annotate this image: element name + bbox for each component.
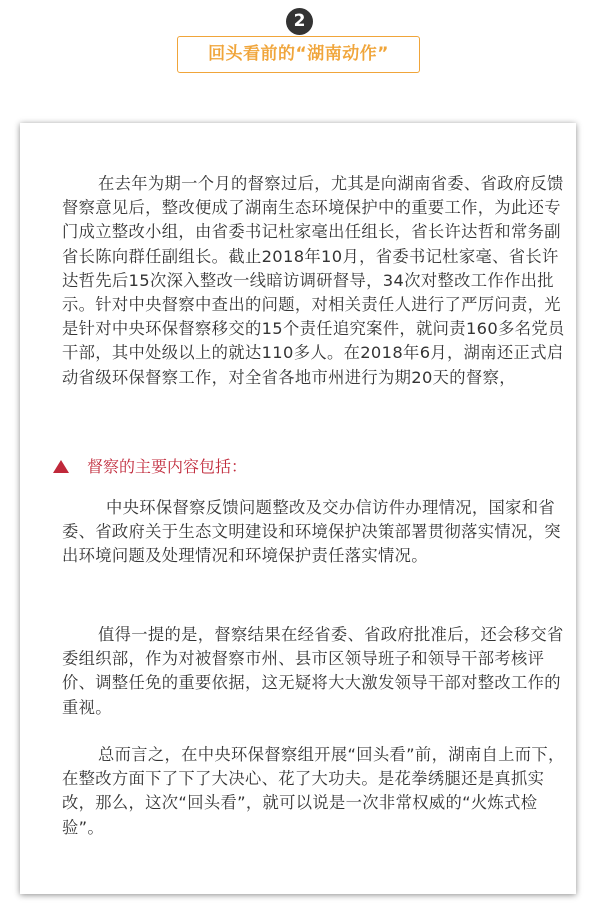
article-paragraph-2: 中央环保督察反馈问题整改及交办信访件办理情况，国家和省委、省政府关于生态文明建设和环境保护决策部署贯彻落实情况，突出环境问题及处理情况和环境保护责任落实情况。 xyxy=(62,498,561,566)
subhead-label: 督察的主要内容包括： xyxy=(87,457,248,476)
section-number-badge: 2 xyxy=(286,8,313,35)
article-paragraph-1: 在去年为期一个月的督察过后，尤其是向湖南省委、省政府反馈督察意见后，整改便成了湖南生态环境保护中的重要工作，为此还专门成立整改小组，由省委书记杜家毫出任组长，省长许达哲和常务副省长陈向群任副组长。截止2018年10月，省委书记杜家毫、省长许达哲先后15次深入整改一线暗访调研督导，34次对整改工作作出批示。针对中央督察中查出的问题，对相关责任人进行了严厉问责，光是针对中央环保督察移交的15个责任追究案件，就问责160多名党员干部，其中处级以上的就达110多人。在2018年6月，湖南还正式启动省级环保督察工作，对全省各地市州进行为期20天的督察， xyxy=(62,174,565,387)
article-paragraph-4: 总而言之，在中央环保督察组开展“回头看”前，湖南自上而下，在整改方面下了下了大决心、花了大功夫。是花拳绣腿还是真抓实改，那么，这次“回头看”，就可以说是一次非常权威的“火炼式检验”。 xyxy=(62,745,565,837)
subhead xyxy=(53,456,247,478)
article-paragraph-3: 值得一提的是，督察结果在经省委、省政府批准后，还会移交省委组织部，作为对被督察市州、县市区领导班子和领导干部考核评价、调整任免的重要依据，这无疑将大大激发领导干部对整改工作的重视。 xyxy=(62,625,564,717)
triangle-icon xyxy=(53,460,69,473)
section-title: 回头看前的“湖南动作” xyxy=(177,36,420,73)
article-card xyxy=(20,123,576,894)
